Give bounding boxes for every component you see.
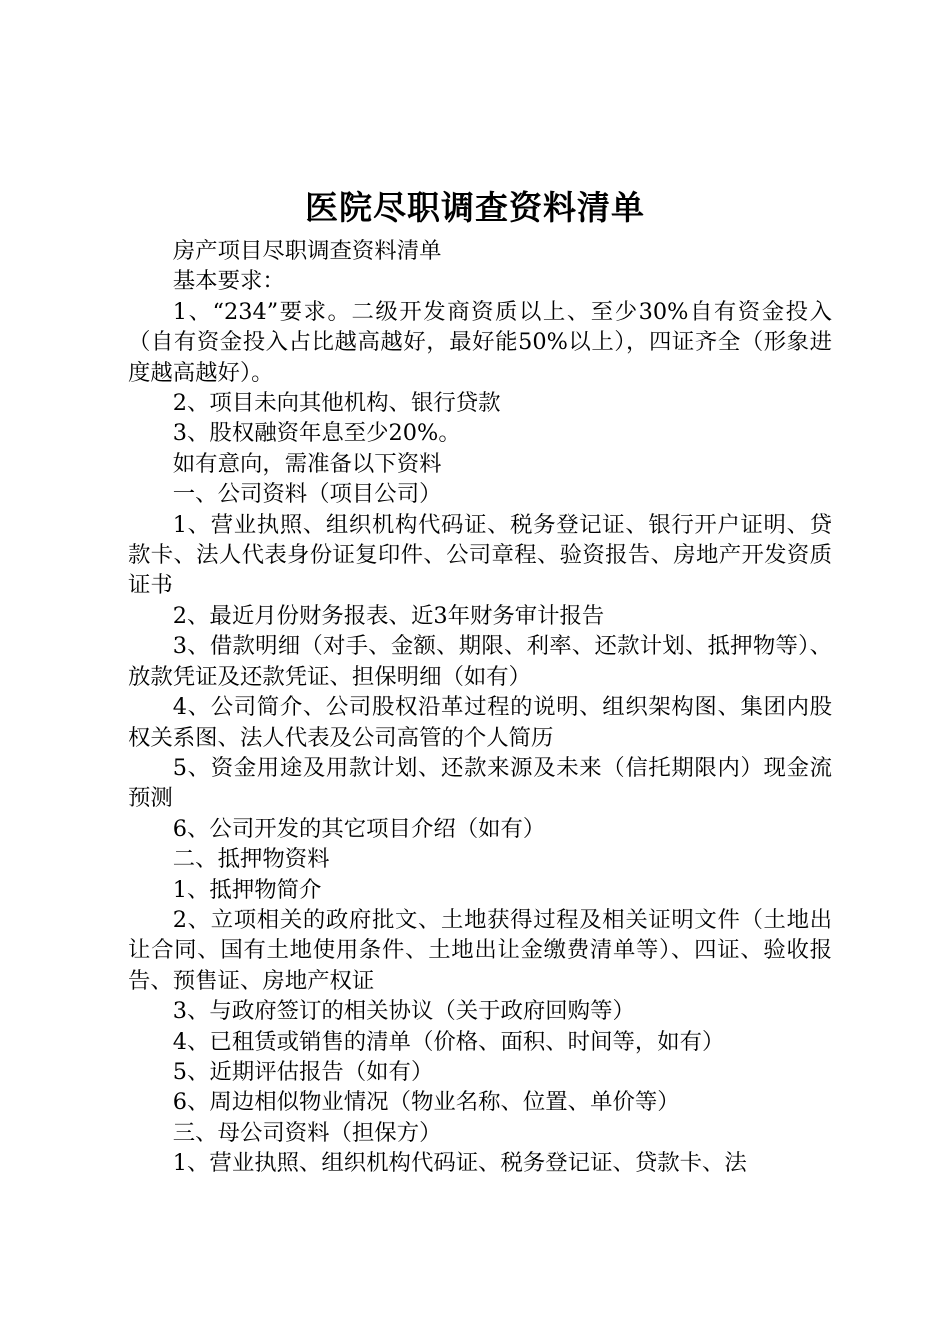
paragraph: 2、立项相关的政府批文、土地获得过程及相关证明文件（土地出让合同、国有土地使用条件、土地出让金缴费清单等）、四证、验收报告、预售证、房地产权证 bbox=[128, 906, 832, 994]
paragraph: 6、公司开发的其它项目介绍（如有） bbox=[172, 815, 546, 842]
paragraph: 1、营业执照、组织机构代码证、税务登记证、贷款卡、法 bbox=[172, 1150, 747, 1177]
paragraph: 房产项目尽职调查资料清单 bbox=[172, 238, 442, 264]
document-body bbox=[128, 236, 832, 1179]
paragraph: 4、已租赁或销售的清单（价格、面积、时间等，如有） bbox=[172, 1028, 725, 1055]
paragraph: 基本要求： bbox=[172, 268, 285, 295]
paragraph: 1、抵押物简介 bbox=[172, 876, 322, 903]
paragraph: 3、股权融资年息至少20%。 bbox=[172, 420, 461, 447]
paragraph: 如有意向，需准备以下资料 bbox=[172, 450, 442, 477]
paragraph: 1、“234”要求。二级开发商资质以上、至少30%自有资金投入（自有资金投入占比越高越好，最好能50%以上），四证齐全（形象进度越高越好）。 bbox=[128, 298, 832, 386]
section-heading: 一、公司资料（项目公司） bbox=[172, 481, 442, 508]
paragraph: 6、周边相似物业情况（物业名称、位置、单价等） bbox=[172, 1089, 680, 1116]
document-title: 医院尽职调查资料清单 bbox=[305, 188, 645, 227]
section-heading: 三、母公司资料（担保方） bbox=[172, 1119, 442, 1146]
paragraph: 1、营业执照、组织机构代码证、税务登记证、银行开户证明、贷款卡、法人代表身份证复印件、公司章程、验资报告、房地产开发资质证书 bbox=[128, 511, 832, 599]
section-heading: 二、抵押物资料 bbox=[172, 846, 330, 873]
paragraph: 2、项目未向其他机构、银行贷款 bbox=[172, 390, 501, 417]
paragraph: 5、近期评估报告（如有） bbox=[172, 1058, 434, 1085]
paragraph: 5、资金用途及用款计划、还款来源及未来（信托期限内）现金流预测 bbox=[128, 754, 832, 812]
paragraph: 3、与政府签订的相关协议（关于政府回购等） bbox=[172, 998, 635, 1025]
paragraph: 3、借款明细（对手、金额、期限、利率、还款计划、抵押物等）、放款凭证及还款凭证、担保明细（如有） bbox=[128, 633, 832, 690]
paragraph: 4、公司简介、公司股权沿革过程的说明、组织架构图、集团内股权关系图、法人代表及公司高管的个人简历 bbox=[128, 694, 832, 751]
paragraph: 2、最近月份财务报表、近3年财务审计报告 bbox=[172, 602, 605, 629]
